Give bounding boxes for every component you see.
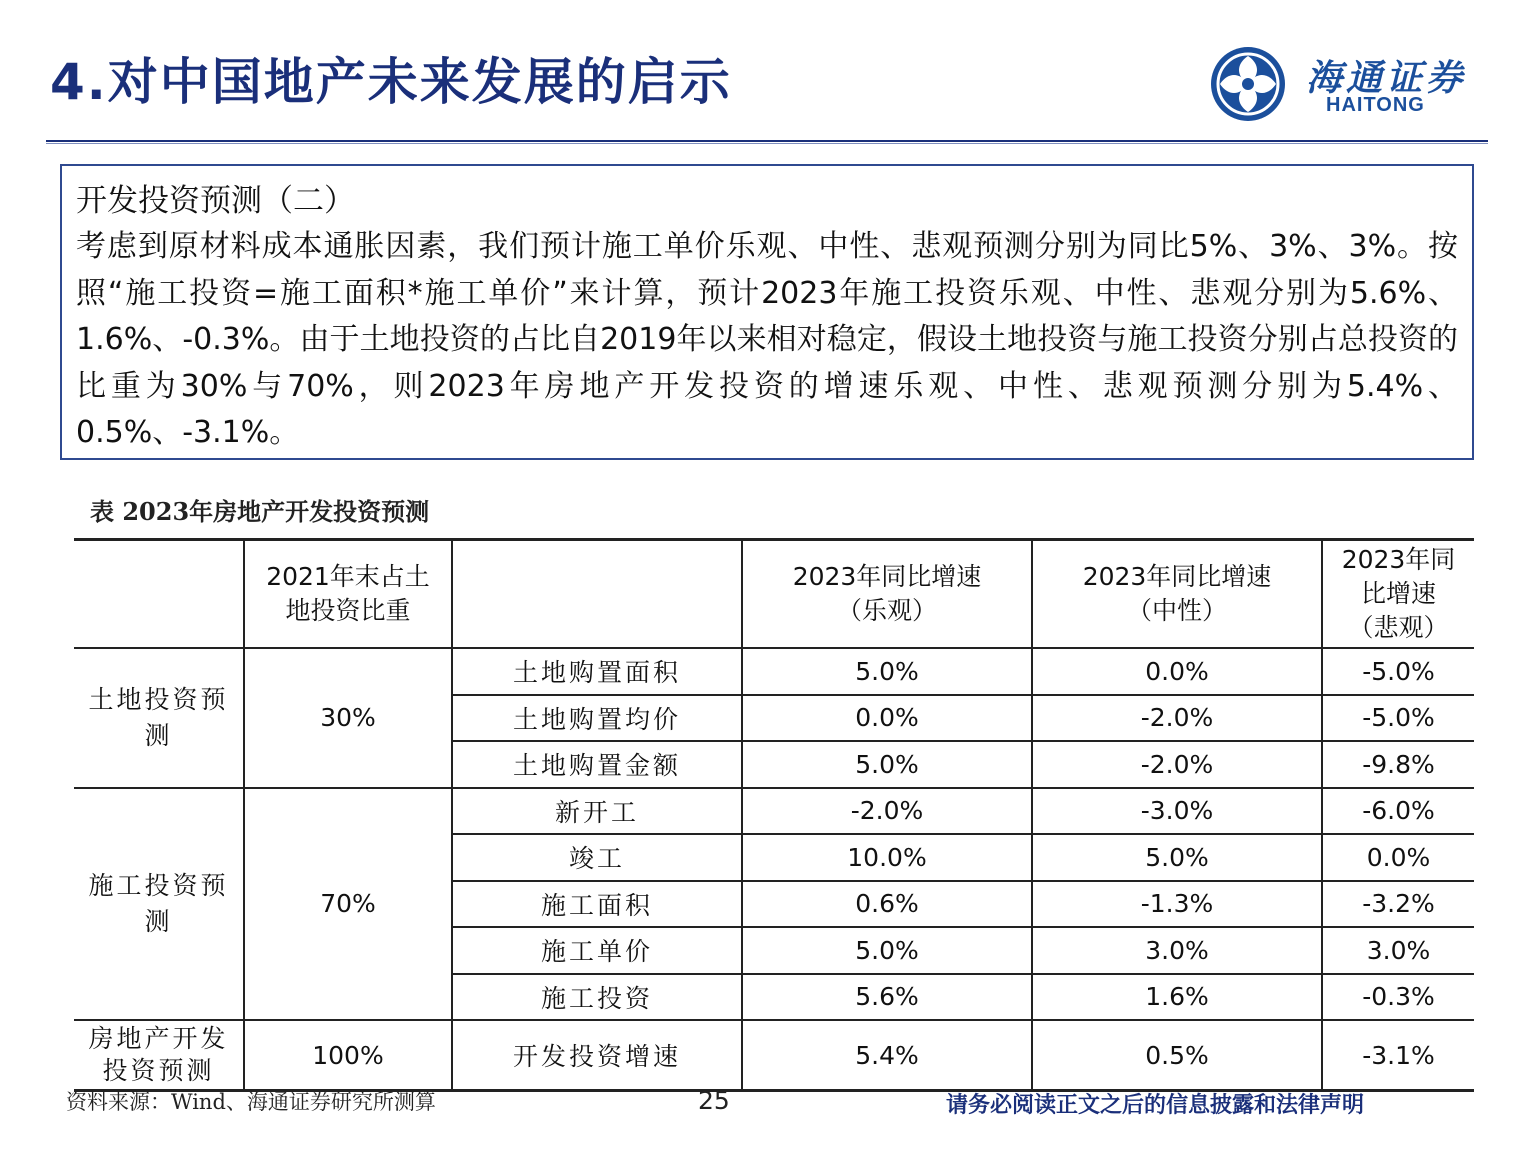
group-name-construction (74, 788, 244, 1021)
haitong-emblem-icon (1208, 44, 1288, 124)
page-number: 25 (698, 1086, 730, 1115)
row-pessimistic: -6.0% (1322, 788, 1474, 835)
row-neutral: 0.0% (1032, 648, 1322, 695)
haitong-logo (1208, 44, 1508, 124)
logo-chinese-name: 海通证券 (1306, 57, 1467, 99)
row-pessimistic: -3.2% (1322, 881, 1474, 928)
table-header-row (74, 540, 1474, 649)
header-optimistic-l2: （乐观） (836, 596, 937, 625)
table-row (74, 648, 1474, 695)
row-neutral: -3.0% (1032, 788, 1322, 835)
header-divider (46, 140, 1488, 142)
group-name-total (74, 1020, 244, 1091)
row-optimistic: 5.0% (742, 741, 1032, 788)
header-optimistic-l1: 2023年同比增速 (792, 562, 982, 591)
row-neutral: 1.6% (1032, 974, 1322, 1021)
row-item: 开发投资增速 (452, 1020, 742, 1091)
row-pessimistic: 0.0% (1322, 834, 1474, 881)
header-neutral-l1: 2023年同比增速 (1082, 562, 1272, 591)
group-name-land (74, 648, 244, 788)
header-item-cell (452, 540, 742, 649)
row-item: 土地购置金额 (452, 741, 742, 788)
group-share-land: 30% (244, 648, 452, 788)
header-optimistic (742, 540, 1032, 649)
row-item: 土地购置均价 (452, 695, 742, 742)
row-item: 施工面积 (452, 881, 742, 928)
source-note: 资料来源：Wind、海通证券研究所测算 (66, 1090, 436, 1114)
row-neutral: 5.0% (1032, 834, 1322, 881)
header-share (244, 540, 452, 649)
table-row (74, 788, 1474, 835)
table-caption: 表 2023年房地产开发投资预测 (90, 497, 430, 526)
header-neutral (1032, 540, 1322, 649)
header-group-cell (74, 540, 244, 649)
row-optimistic: 5.0% (742, 927, 1032, 974)
table-row (74, 1020, 1474, 1091)
summary-heading: 开发投资预测（二） (76, 183, 355, 219)
forecast-table (74, 538, 1474, 1092)
header-pessimistic-l3: （悲观） (1348, 613, 1449, 642)
row-optimistic: 0.6% (742, 881, 1032, 928)
row-optimistic: 10.0% (742, 834, 1032, 881)
row-optimistic: -2.0% (742, 788, 1032, 835)
group-share-construction: 70% (244, 788, 452, 1021)
disclaimer-note: 请务必阅读正文之后的信息披露和法律声明 (946, 1092, 1365, 1118)
row-item: 施工单价 (452, 927, 742, 974)
row-optimistic: 5.0% (742, 648, 1032, 695)
page-title: 4.对中国地产未来发展的启示 (50, 53, 732, 111)
row-item: 土地购置面积 (452, 648, 742, 695)
row-optimistic: 5.6% (742, 974, 1032, 1021)
logo-english-name: HAITONG (1326, 94, 1425, 116)
group-share-total: 100% (244, 1020, 452, 1091)
row-item: 竣工 (452, 834, 742, 881)
header-neutral-l2: （中性） (1126, 596, 1227, 625)
row-neutral: -2.0% (1032, 695, 1322, 742)
row-optimistic: 0.0% (742, 695, 1032, 742)
row-neutral: -2.0% (1032, 741, 1322, 788)
group-name-land-text: 土地投资预测 (88, 684, 229, 750)
header-pessimistic-l2: 比增速 (1360, 579, 1436, 608)
row-pessimistic: 3.0% (1322, 927, 1474, 974)
row-neutral: 0.5% (1032, 1020, 1322, 1091)
header-pessimistic-l1: 2023年同 (1341, 545, 1456, 574)
row-pessimistic: -5.0% (1322, 648, 1474, 695)
row-optimistic: 5.4% (742, 1020, 1032, 1091)
summary-body: 考虑到原材料成本通胀因素，我们预计施工单价乐观、中性、悲观预测分别为同比5%、3%、3%。按照“施工投资=施工面积*施工单价”来计算，预计2023年施工投资乐观、中性、悲观分别为5.6%、1.6%、-0.3%。由于土地投资的占比自2019年以来相对稳定，假设土地投资与施工投资分别占总投资的比重为30%与70%，则2023年房地产开发投资的增速乐观、中性、悲观预测分别为5.4%、0.5%、-3.1%。 (76, 229, 1459, 450)
group-name-total-text: 房地产开发投资预测 (88, 1024, 229, 1085)
group-name-construction-text: 施工投资预测 (88, 870, 229, 936)
header-divider-thin (46, 143, 1488, 144)
row-pessimistic: -3.1% (1322, 1020, 1474, 1091)
row-item: 施工投资 (452, 974, 742, 1021)
row-pessimistic: -9.8% (1322, 741, 1474, 788)
row-neutral: 3.0% (1032, 927, 1322, 974)
header-pessimistic (1322, 540, 1474, 649)
header-share-text: 2021年末占土地投资比重 (266, 562, 430, 625)
row-pessimistic: -5.0% (1322, 695, 1474, 742)
row-neutral: -1.3% (1032, 881, 1322, 928)
row-pessimistic: -0.3% (1322, 974, 1474, 1021)
row-item: 新开工 (452, 788, 742, 835)
summary-box (60, 164, 1474, 460)
